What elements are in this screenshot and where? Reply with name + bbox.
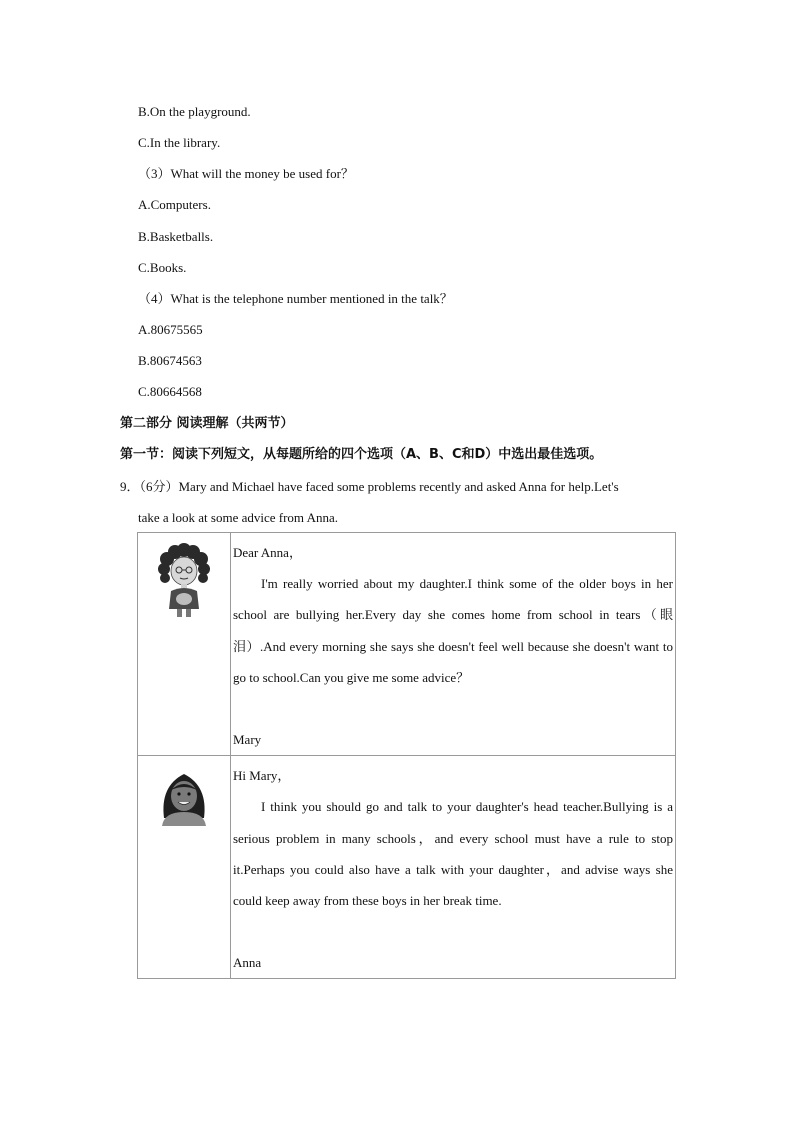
q3-question: （3）What will the money be used for？ bbox=[138, 166, 354, 181]
q4-option-c: C.80664568 bbox=[138, 384, 202, 399]
mary-letter-signature: Mary bbox=[233, 732, 262, 748]
letter-row-anna bbox=[138, 756, 676, 979]
q4-question: （4）What is the telephone number mentioned in the talk？ bbox=[138, 291, 453, 306]
mary-avatar-cell bbox=[138, 533, 231, 756]
anna-avatar-cell bbox=[138, 756, 231, 979]
q4-option-b: B.80674563 bbox=[138, 353, 202, 368]
mary-letter-cell bbox=[231, 533, 676, 756]
mary-letter bbox=[231, 533, 675, 755]
q2-option-c: C.In the library. bbox=[138, 135, 221, 150]
anna-letter-signature: Anna bbox=[233, 955, 262, 971]
part2-heading: 第二部分 阅读理解（共两节） bbox=[120, 416, 294, 431]
anna-avatar-icon bbox=[156, 766, 212, 826]
anna-letter-salutation: Hi Mary， bbox=[233, 768, 291, 784]
anna-letter-cell bbox=[231, 756, 676, 979]
q9-intro-line2: take a look at some advice from Anna. bbox=[138, 510, 338, 525]
q3-option-c: C.Books. bbox=[138, 260, 187, 275]
letters-table bbox=[137, 532, 676, 979]
mary-letter-body: I'm really worried about my daughter.I think some of the older boys in her school are bullying her.Every day she comes home from school in tears（眼泪）.And every morning she says she doesn't feel well because she doesn't want to go to school.Can you give me some advice？ bbox=[233, 576, 673, 685]
anna-letter-body: I think you should go and talk to your daughter's head teacher.Bullying is a serious problem in many schools，and every school must have a rule to stop it.Perhaps you could also have a talk with your daughter，and advise ways she could keep away from these boys in her break time. bbox=[233, 799, 673, 909]
q2-option-b: B.On the playground. bbox=[138, 104, 251, 119]
q3-option-a: A.Computers. bbox=[138, 197, 211, 212]
mary-avatar-icon bbox=[153, 543, 215, 619]
q3-option-b: B.Basketballs. bbox=[138, 229, 214, 244]
section1-heading: 第一节：阅读下列短文，从每题所给的四个选项（A、B、C和D）中选出最佳选项。 bbox=[120, 447, 603, 462]
q4-option-a: A.80675565 bbox=[138, 322, 203, 337]
letter-row-mary bbox=[138, 533, 676, 756]
anna-letter bbox=[231, 756, 675, 978]
q9-intro-line1: 9．（6分）Mary and Michael have faced some problems recently and asked Anna for help.Let's bbox=[120, 479, 619, 494]
mary-letter-salutation: Dear Anna， bbox=[233, 545, 302, 560]
q9-intro bbox=[120, 471, 675, 533]
